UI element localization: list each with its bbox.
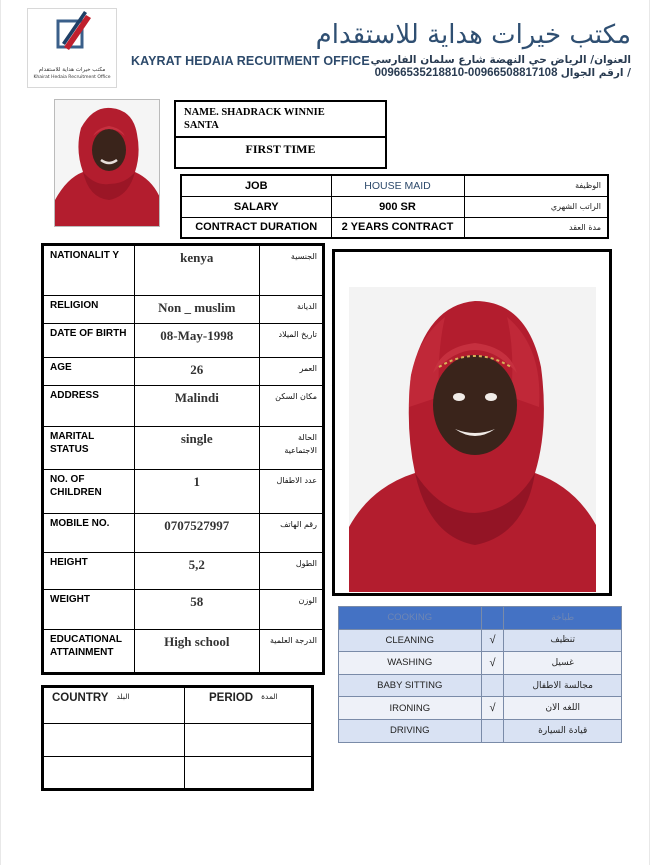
experience-period-cell[interactable] xyxy=(185,724,313,757)
portrait-small xyxy=(54,99,160,227)
office-phones xyxy=(375,67,631,79)
skill-label-ar: غسيل xyxy=(504,652,622,675)
info-label: MARITAL STATUS xyxy=(43,427,135,470)
skills-table xyxy=(338,606,622,743)
info-value: 0707527997 xyxy=(134,514,259,553)
info-value: 08-May-1998 xyxy=(134,324,259,358)
skill-label-ar: اللغه الان xyxy=(504,697,622,720)
info-label-ar: تاريخ الميلاد xyxy=(259,324,323,358)
phone-numbers: 00966535218810-00966508817108 xyxy=(374,67,558,79)
office-address-ar: العنوان/ الرياض حي النهضة شارع سلمان الفارسي xyxy=(370,54,631,66)
info-value: Malindi xyxy=(134,386,259,427)
candidate-name-box xyxy=(174,100,387,169)
skill-label: DRIVING xyxy=(339,719,482,742)
info-value: 1 xyxy=(134,470,259,514)
contract-label: CONTRACT DURATION xyxy=(181,217,331,238)
candidate-name-line1: NAME. SHADRACK WINNIE xyxy=(184,107,325,118)
info-row-education xyxy=(43,630,324,674)
info-row-weight xyxy=(43,590,324,630)
salary-label: SALARY xyxy=(181,196,331,217)
job-value: HOUSE MAID xyxy=(331,175,464,196)
info-label-ar: مكان السكن xyxy=(259,386,323,427)
office-name-ar: مكتب خيرات هداية للاستقدام xyxy=(315,20,631,50)
info-value: High school xyxy=(134,630,259,674)
skill-check: √ xyxy=(481,629,504,652)
experience-country-cell[interactable] xyxy=(43,724,185,757)
info-row-address xyxy=(43,386,324,427)
info-row-marital xyxy=(43,427,324,470)
skill-row xyxy=(339,674,622,697)
skill-label: CLEANING xyxy=(339,629,482,652)
skill-check: √ xyxy=(481,652,504,675)
info-label-ar: الديانة xyxy=(259,296,323,324)
info-value: 5,2 xyxy=(134,553,259,590)
skill-row xyxy=(339,652,622,675)
info-label: MOBILE NO. xyxy=(43,514,135,553)
info-row-religion xyxy=(43,296,324,324)
country-label: COUNTRY xyxy=(52,692,109,704)
portrait-large-frame xyxy=(332,249,612,596)
portrait-large-image xyxy=(349,287,596,592)
skill-label-ar: مجالسة الاطفال xyxy=(504,674,622,697)
skill-row xyxy=(339,697,622,720)
office-name-en: KAYRAT HEDAIA RECUITMENT OFFICE xyxy=(131,54,370,68)
logo-caption-ar: مكتب خيرات هداية للاستقدام xyxy=(38,67,106,73)
salary-label-ar: الراتب الشهري xyxy=(464,196,608,217)
skill-label: BABY SITTING xyxy=(339,674,482,697)
info-label: ADDRESS xyxy=(43,386,135,427)
skill-label: COOKING xyxy=(339,607,482,630)
info-label: WEIGHT xyxy=(43,590,135,630)
experience-header xyxy=(43,687,313,724)
logo-emblem xyxy=(28,9,118,67)
candidate-name-line2: SANTA xyxy=(184,120,219,131)
info-label-ar: الجنسية xyxy=(259,245,323,296)
candidate-name xyxy=(176,102,385,138)
contract-row xyxy=(181,217,608,238)
skill-label-ar: تنظيف xyxy=(504,629,622,652)
info-label-ar: الحالة الاجتماعية xyxy=(259,427,323,470)
cv-page xyxy=(1,0,649,865)
info-row-mobile xyxy=(43,514,324,553)
info-row-children xyxy=(43,470,324,514)
experience-row xyxy=(43,757,313,790)
skill-label: WASHING xyxy=(339,652,482,675)
info-label: EDUCATIONAL ATTAINMENT xyxy=(43,630,135,674)
skill-row xyxy=(339,719,622,742)
info-label-ar: الدرجة العلمية xyxy=(259,630,323,674)
period-label: PERIOD xyxy=(209,692,254,704)
info-value: 26 xyxy=(134,358,259,386)
info-label: DATE OF BIRTH xyxy=(43,324,135,358)
skill-label-ar: قيادة السيارة xyxy=(504,719,622,742)
skill-row xyxy=(339,629,622,652)
skill-check xyxy=(481,607,504,630)
info-value: 58 xyxy=(134,590,259,630)
salary-value: 900 SR xyxy=(331,196,464,217)
logo-caption-en: Khairat Hedaia Recruitment Office xyxy=(33,75,111,80)
info-row-dob xyxy=(43,324,324,358)
info-label-ar: عدد الاطفال xyxy=(259,470,323,514)
period-header xyxy=(185,687,313,724)
info-label: NATIONALIT Y xyxy=(43,245,135,296)
phone-label-ar: ارقم الجوال / xyxy=(560,67,631,79)
info-value: single xyxy=(134,427,259,470)
info-label-ar: الوزن xyxy=(259,590,323,630)
info-label-ar: رقم الهاتف xyxy=(259,514,323,553)
salary-row xyxy=(181,196,608,217)
info-row-height xyxy=(43,553,324,590)
office-logo xyxy=(27,8,117,88)
portrait-small-image xyxy=(55,100,160,227)
info-value: Non _ muslim xyxy=(134,296,259,324)
skill-row xyxy=(339,607,622,630)
experience-row xyxy=(43,724,313,757)
experience-country-cell[interactable] xyxy=(43,757,185,790)
experience-table xyxy=(41,685,314,791)
info-label-ar: العمر xyxy=(259,358,323,386)
candidate-status: FIRST TIME xyxy=(245,142,316,156)
info-label: AGE xyxy=(43,358,135,386)
skill-check: √ xyxy=(481,697,504,720)
country-header xyxy=(43,687,185,724)
skill-label-ar: طباخة xyxy=(504,607,622,630)
info-row-age xyxy=(43,358,324,386)
personal-info-table xyxy=(41,243,325,675)
job-label: JOB xyxy=(181,175,331,196)
contract-value: 2 YEARS CONTRACT xyxy=(331,217,464,238)
period-label-ar: المدة xyxy=(261,692,278,701)
job-label-ar: الوظيفة xyxy=(464,175,608,196)
job-table xyxy=(180,174,609,239)
contract-label-ar: مدة العقد xyxy=(464,217,608,238)
info-label: HEIGHT xyxy=(43,553,135,590)
skill-label: IRONING xyxy=(339,697,482,720)
skill-check xyxy=(481,719,504,742)
info-label: NO. OF CHILDREN xyxy=(43,470,135,514)
country-label-ar: البلد xyxy=(116,692,130,701)
portrait-large xyxy=(349,287,596,592)
info-label: RELIGION xyxy=(43,296,135,324)
info-label-ar: الطول xyxy=(259,553,323,590)
info-value: kenya xyxy=(134,245,259,296)
job-row xyxy=(181,175,608,196)
info-row-nationality xyxy=(43,245,324,296)
skill-check xyxy=(481,674,504,697)
experience-period-cell[interactable] xyxy=(185,757,313,790)
